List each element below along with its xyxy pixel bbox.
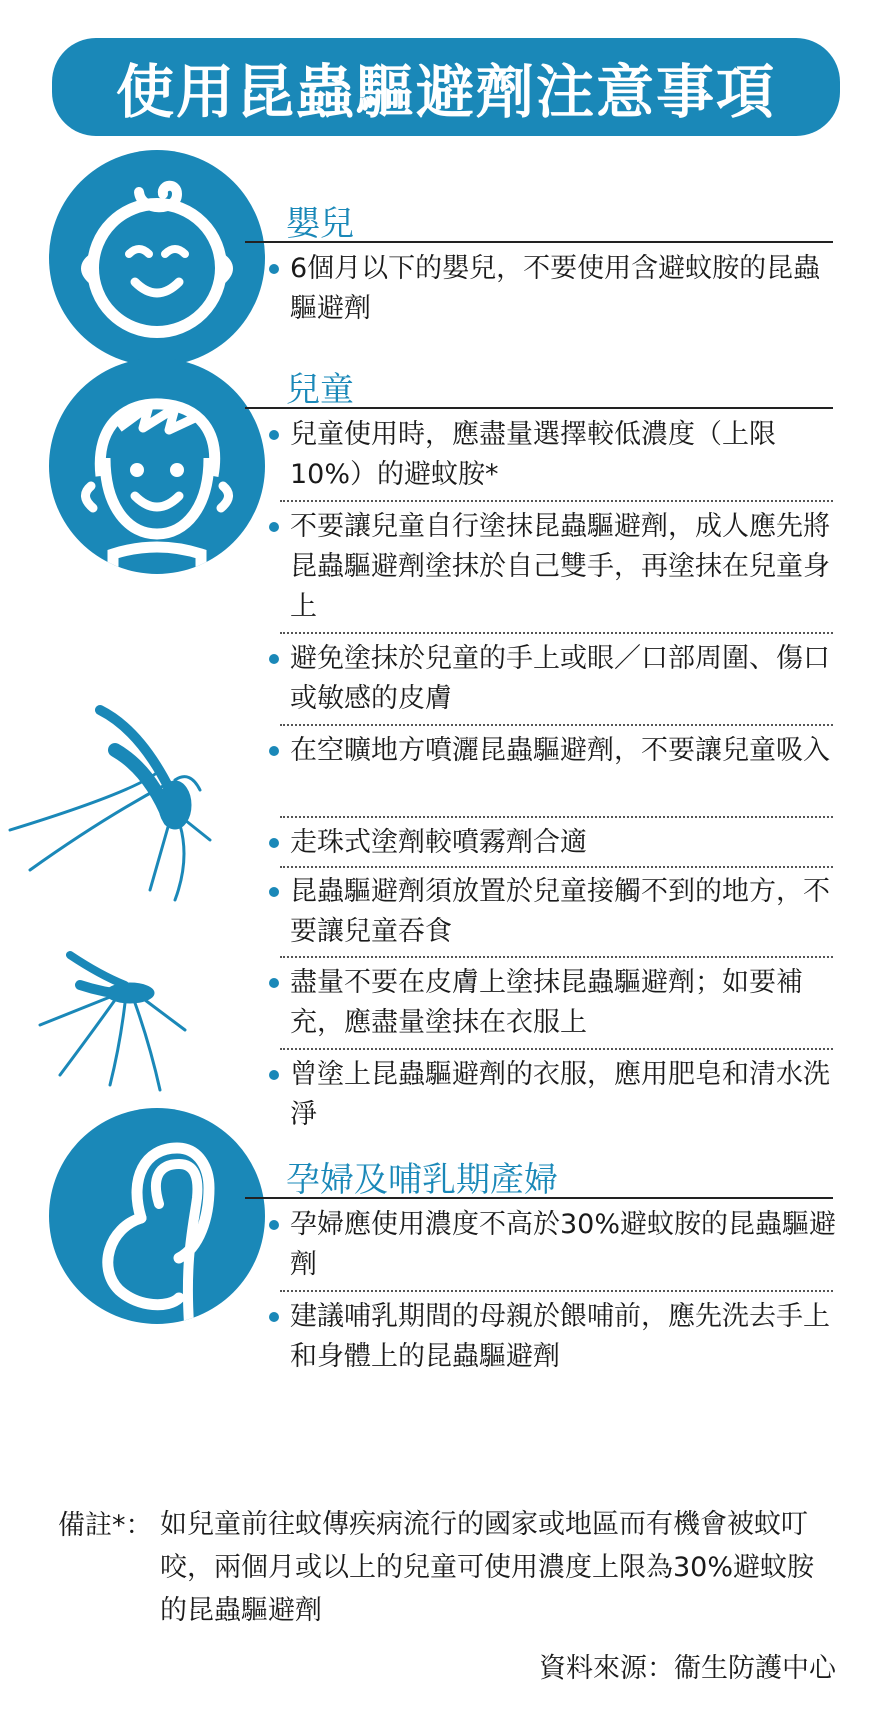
bullet-text: 兒童使用時，應盡量選擇較低濃度（上限10%）的避蚊胺*	[290, 419, 776, 490]
bullet-dot	[269, 1312, 279, 1322]
mosquito-icon	[30, 945, 190, 1099]
footnote-label: 備註*：	[58, 1510, 153, 1541]
mosquito-icon	[0, 690, 220, 914]
bullet-dot	[269, 887, 279, 897]
pregnant-woman-icon	[49, 1108, 265, 1324]
bullet-text: 曾塗上昆蟲驅避劑的衣服，應用肥皂和清水洗淨	[290, 1059, 830, 1130]
section-heading-infant: 嬰兒	[286, 204, 354, 244]
heading-rule-child	[245, 407, 833, 409]
bullet-dot	[269, 1220, 279, 1230]
bullet-text: 建議哺乳期間的母親於餵哺前，應先洗去手上和身體上的昆蟲驅避劑	[290, 1301, 830, 1372]
bullet-text: 6個月以下的嬰兒，不要使用含避蚊胺的昆蟲驅避劑	[290, 253, 821, 324]
bullet-text: 避免塗抹於兒童的手上或眼／口部周圍、傷口或敏感的皮膚	[290, 643, 830, 714]
bullet-text: 盡量不要在皮膚上塗抹昆蟲驅避劑；如要補充，應盡量塗抹在衣服上	[290, 967, 803, 1038]
bullet-item	[290, 963, 838, 1043]
dotted-divider	[280, 724, 833, 726]
bullet-item	[290, 1055, 838, 1135]
bullet-item	[290, 823, 838, 863]
bullet-item	[290, 872, 838, 952]
bullet-dot	[269, 838, 279, 848]
dotted-divider	[280, 1048, 833, 1050]
bullet-item	[290, 1205, 838, 1285]
page-title: 使用昆蟲驅避劑注意事項	[115, 58, 776, 126]
dotted-divider	[280, 500, 833, 502]
dotted-divider	[280, 956, 833, 958]
heading-rule-infant	[245, 241, 833, 243]
bullet-text: 在空曠地方噴灑昆蟲驅避劑，不要讓兒童吸入	[290, 735, 830, 766]
footnote-text: 如兒童前往蚊傳疾病流行的國家或地區而有機會被蚊叮咬，兩個月或以上的兒童可使用濃度上限為30%避蚊胺的昆蟲驅避劑	[160, 1509, 815, 1626]
bullet-dot	[269, 746, 279, 756]
bullet-item	[290, 249, 838, 329]
title-banner	[52, 38, 840, 136]
bullet-text: 不要讓兒童自行塗抹昆蟲驅避劑，成人應先將昆蟲驅避劑塗抹於自己雙手，再塗抹在兒童身上	[290, 511, 830, 622]
bullet-text: 孕婦應使用濃度不高於30%避蚊胺的昆蟲驅避劑	[290, 1209, 837, 1280]
baby-face-icon	[49, 150, 265, 366]
bullet-dot	[269, 978, 279, 988]
bullet-dot	[269, 264, 279, 274]
bullet-item	[290, 731, 838, 771]
bullet-text: 走珠式塗劑較噴霧劑合適	[290, 827, 587, 858]
source-credit: 資料來源：衞生防護中心	[539, 1653, 836, 1684]
bullet-dot	[269, 430, 279, 440]
child-face-icon	[49, 358, 265, 574]
section-heading-child: 兒童	[286, 370, 354, 410]
bullet-dot	[269, 1070, 279, 1080]
bullet-text: 昆蟲驅避劑須放置於兒童接觸不到的地方，不要讓兒童吞食	[290, 876, 830, 947]
dotted-divider	[280, 816, 833, 818]
dotted-divider	[280, 866, 833, 868]
bullet-item	[290, 1297, 838, 1377]
bullet-dot	[269, 654, 279, 664]
dotted-divider	[280, 1290, 833, 1292]
bullet-item	[290, 639, 838, 719]
bullet-item	[290, 507, 838, 627]
heading-rule-pregnant	[245, 1197, 833, 1199]
bullet-item	[290, 415, 838, 495]
bullet-dot	[269, 522, 279, 532]
dotted-divider	[280, 632, 833, 634]
section-heading-pregnant: 孕婦及哺乳期產婦	[286, 1160, 558, 1200]
